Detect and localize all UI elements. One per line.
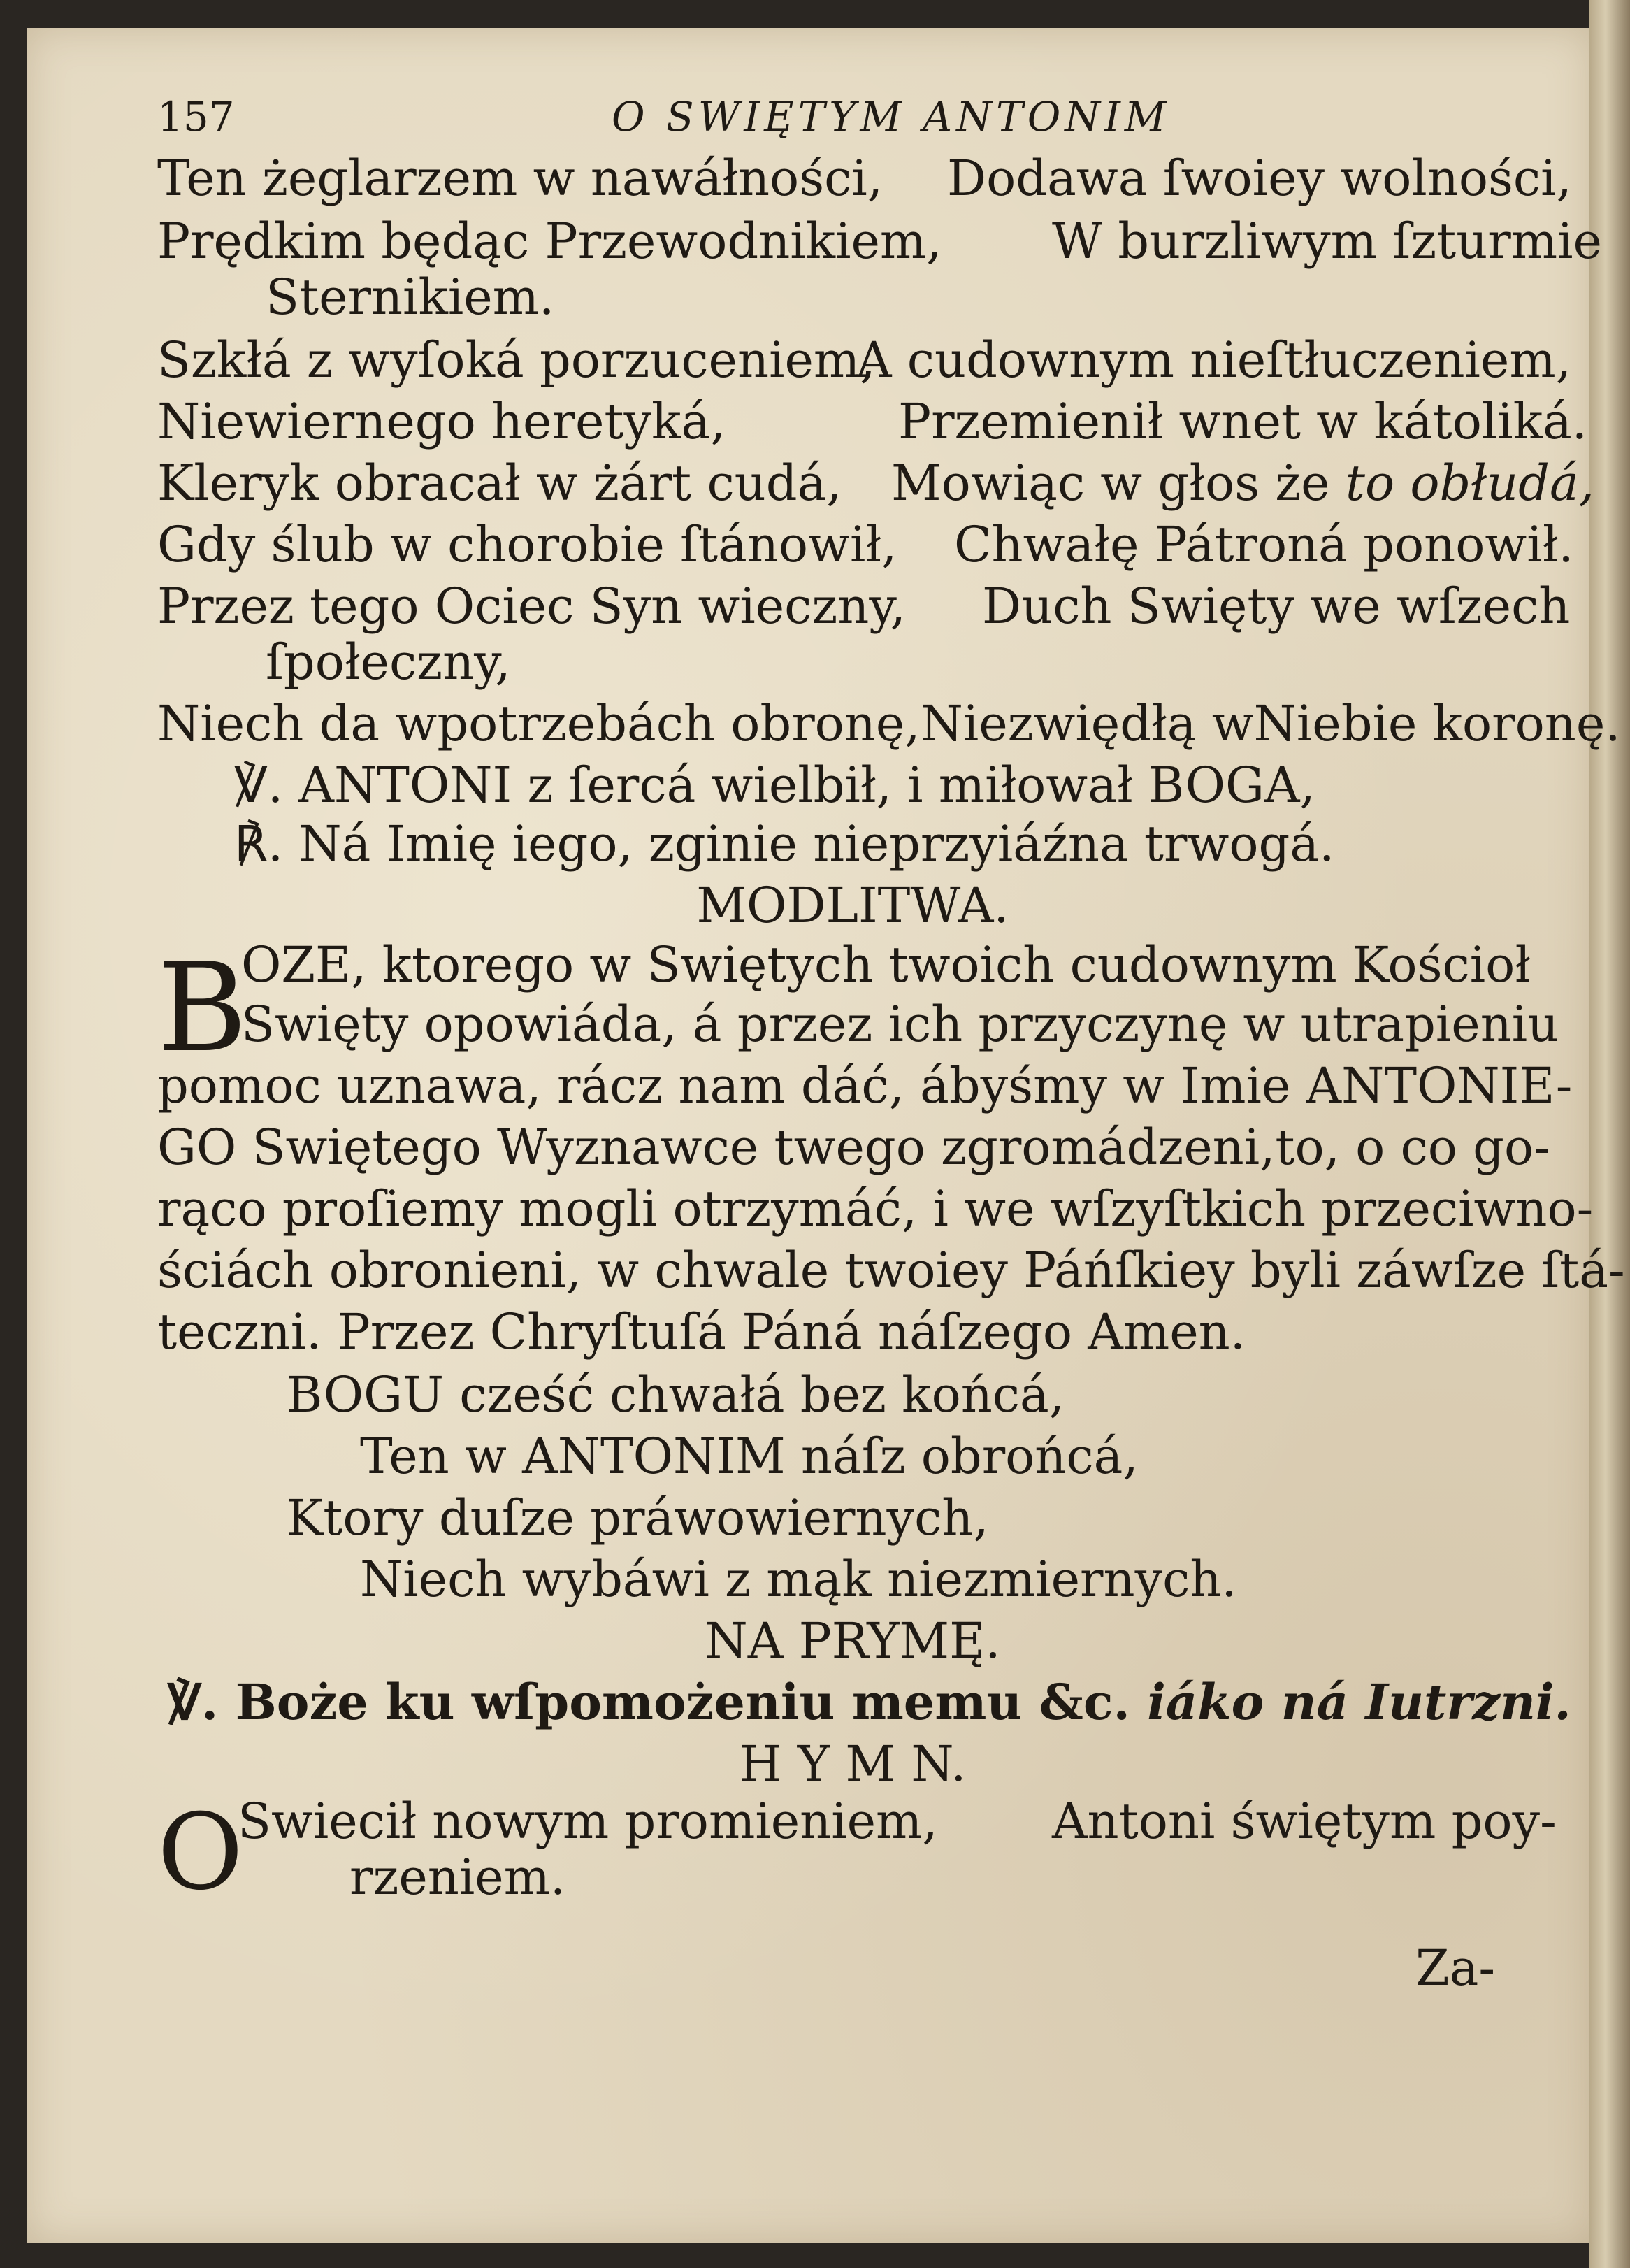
verse-1b: Dodawa ſwoiey wolności, [947, 150, 1572, 207]
verse-2a: Prędkim będąc Przewodnikiem, [157, 213, 942, 270]
doxology-line-3: Ktory duſze práwowiernych, [287, 1489, 989, 1546]
page-number: 157 [157, 93, 235, 141]
verse-4a: Niewiernego heretyká, [157, 393, 726, 450]
verse-7a: Przez tego Ociec Syn wieczny, [157, 577, 906, 635]
response-symbol: ℟. [234, 815, 284, 873]
verse-3b: A cudownym nieſtłuczeniem, [856, 331, 1571, 389]
book-spine-edge [1589, 0, 1630, 2268]
verse-1a: Ten żeglarzem w nawáłności, [157, 150, 883, 207]
hymn-line-c: rzeniem. [349, 1849, 566, 1906]
prayer-line-6: ściách obronieni, w chwale twoiey Páńſkiey byli záwſze ſtá- [157, 1242, 1625, 1299]
prayer-line-5: rąco proſiemy mogli otrzymáć, i we wſzyſtkich przeciwno- [157, 1180, 1594, 1237]
verse-3a: Szkłá z wyſoká porzuceniem, [157, 331, 876, 389]
hymn-line-b: Antoni świętym poy- [1052, 1793, 1557, 1850]
verse-6a: Gdy ślub w chorobie ſtánowił, [157, 516, 897, 573]
prayer-dropcap: B [157, 938, 247, 1079]
prayer-line-1: OZE, ktorego w Swiętych twoich cudownym Kościoł [241, 936, 1531, 993]
prayer-line-3: pomoc uznawa, rácz nam dáć, ábyśmy w Imie ANTONIE- [157, 1057, 1573, 1114]
verse-6b: Chwałę Pátroná ponowił. [954, 516, 1574, 573]
hymn-line-a: Swiecił nowym promieniem, [238, 1793, 938, 1850]
prayer-title: MODLITWA. [696, 877, 1009, 934]
hymn-dropcap: O [157, 1792, 243, 1914]
prayer-line-7: teczni. Przez Chryſtuſá Páná náſzego Amen. [157, 1303, 1246, 1361]
verse-5a: Kleryk obracał w żárt cudá, [157, 454, 842, 512]
verse-4b: Przemienił wnet w kátoliká. [898, 393, 1588, 450]
response: ℟. Ná Imię iego, zginie nieprzyiáźna trwogá. [234, 815, 1335, 873]
verse-7b: Duch Swięty we wſzech [982, 577, 1571, 635]
prime-versicle-symbol: ℣. [168, 1673, 219, 1731]
verse-8: Niech da wpotrzebách obronę,Niezwiędłą wNiebie koronę. [157, 695, 1621, 752]
prayer-line-2: Swięty opowiáda, á przez ich przyczynę w utrapieniu [241, 996, 1559, 1053]
verse-5b: Mowiąc w głos że to obłudá, [891, 454, 1594, 512]
verse-2c: Sternikiem. [266, 268, 555, 326]
doxology-line-2: Ten w ANTONIM náſz obrońcá, [360, 1428, 1139, 1485]
prayer-line-4: GO Swiętego Wyznawce twego zgromádzeni,to, o co go- [157, 1119, 1550, 1176]
doxology-line-4: Niech wybáwi z mąk niezmiernych. [360, 1551, 1237, 1608]
running-title: O SWIĘTYM ANTONIM [612, 93, 1171, 141]
catchword: Za- [1415, 1939, 1496, 1997]
prime-title: NA PRYMĘ. [705, 1612, 1001, 1670]
hymn-title: H Y M N. [739, 1735, 967, 1793]
verse-7c: ſpołeczny, [266, 633, 511, 691]
doxology-line-1: BOGU cześć chwałá bez końcá, [287, 1366, 1065, 1423]
verse-2b: W burzliwym ſzturmie [1052, 213, 1602, 270]
versicle: ℣. ANTONI z ſercá wielbił, i miłował BOGA, [234, 756, 1315, 814]
prime-versicle: ℣. Boże ku wſpomożeniu memu &c. iáko ná Iutrzni. [168, 1673, 1571, 1731]
versicle-symbol: ℣. [234, 756, 284, 814]
